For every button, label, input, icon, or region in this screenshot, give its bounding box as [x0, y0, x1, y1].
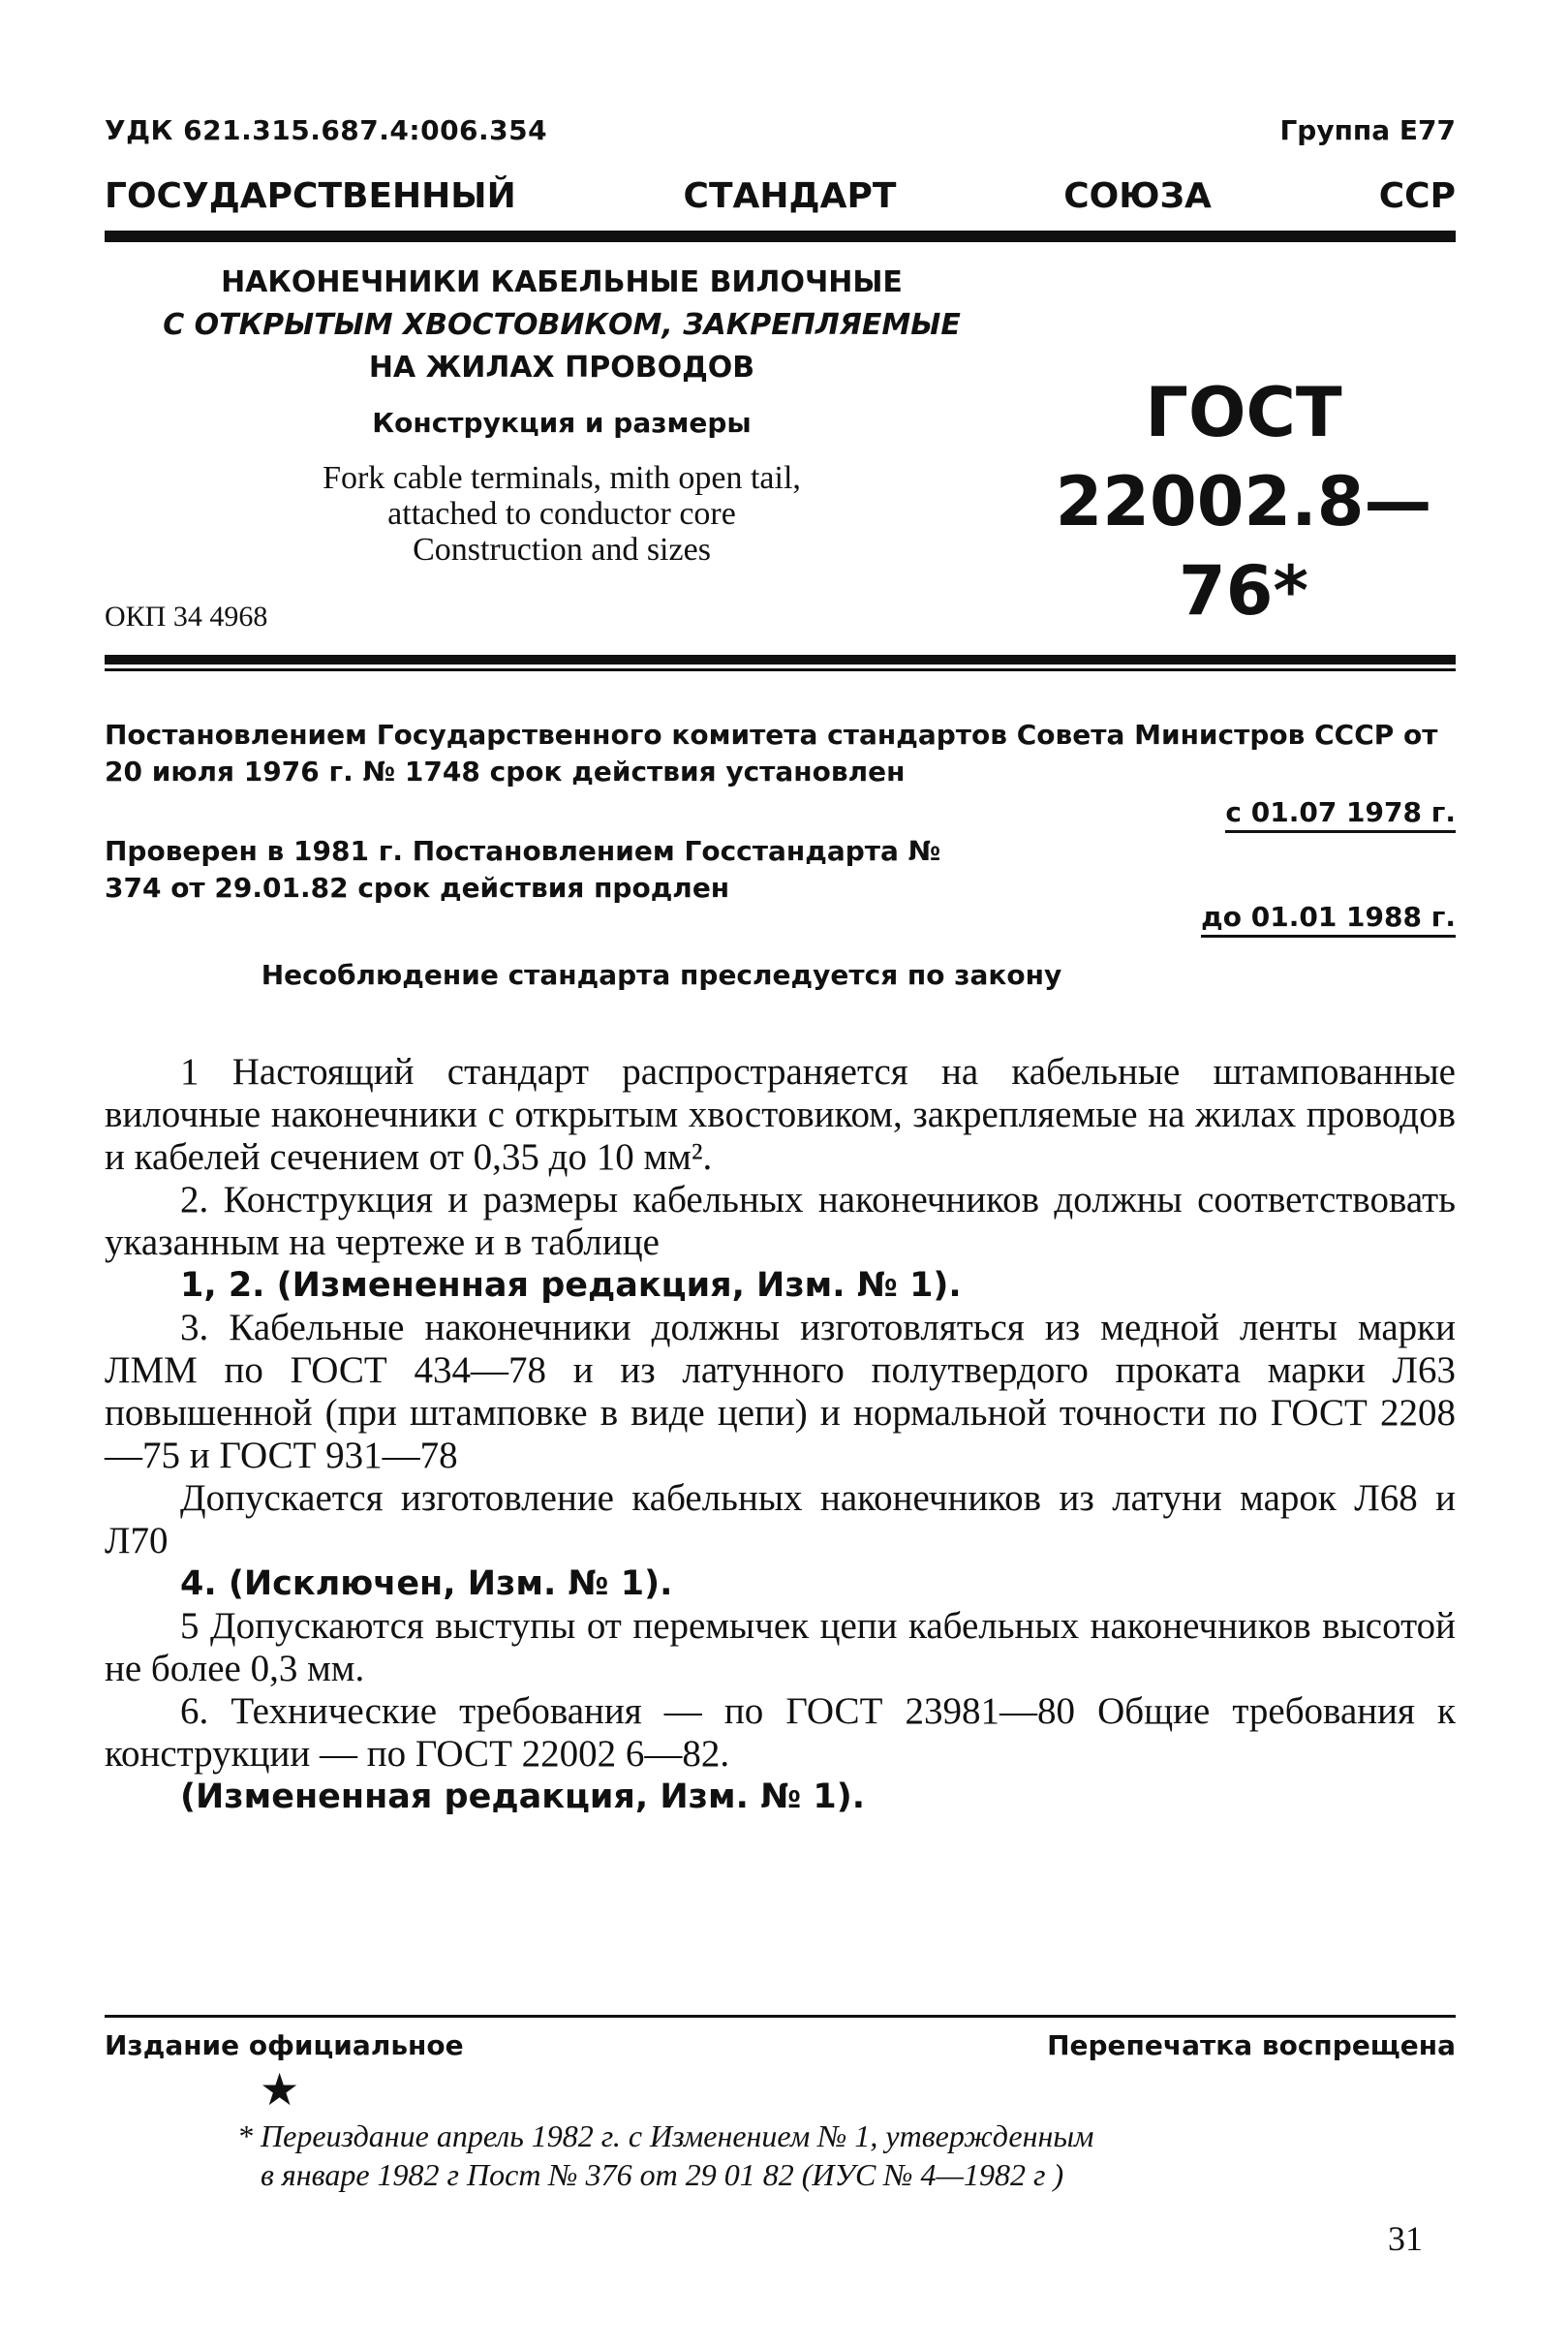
paragraph: 5 Допускаются выступы от перемычек цепи кабельных наконечников высотой не более 0,3 мм. — [105, 1605, 1456, 1689]
footer-divider — [105, 2015, 1456, 2018]
okp-code: ОКП 34 4968 — [105, 601, 268, 633]
star-icon: ★ — [260, 2065, 300, 2115]
paragraph: 2. Конструкция и размеры кабельных наконечников должны соответствовать указанным на чертеже и в таблице — [105, 1179, 1456, 1263]
banner-word: ССР — [1378, 176, 1456, 216]
legal-notice: Несоблюдение стандарта преследуется по закону — [261, 959, 1062, 991]
title-line: С ОТКРЫТЫМ ХВОСТОВИКОМ, ЗАКРЕПЛЯЕМЫЕ — [163, 308, 961, 342]
english-title-line: Construction and sizes — [413, 532, 711, 568]
title-divider — [105, 655, 1456, 665]
gost-label: ГОСТ — [1145, 373, 1342, 452]
banner-word: ГОСУДАРСТВЕННЫЙ — [105, 176, 516, 216]
gost-number: 22002.8—76* — [1055, 462, 1432, 631]
header-divider — [105, 231, 1456, 242]
banner-word: СОЮЗА — [1063, 176, 1212, 216]
title-divider-thin — [105, 668, 1456, 671]
gost-designation — [1035, 368, 1452, 635]
english-title — [126, 460, 998, 568]
revision-note: 4. (Исключен, Изм. № 1). — [180, 1564, 673, 1603]
page-number: 31 — [1388, 2219, 1423, 2258]
paragraph: 1 Настоящий стандарт распространяется на кабельные штампованные вилочные наконечники с открытым хвостовиком, закрепляемые на жилах проводов и кабелей сечением от 0,35 до 10 мм². — [105, 1051, 1456, 1178]
udk-code: УДК 621.315.687.4:006.354 — [105, 114, 548, 146]
paragraph: 3. Кабельные наконечники должны изготовляться из медной ленты марки ЛММ по ГОСТ 434—78 и из латунного полутвердого проката марки Л63 повышенной (при штамповке в виде цепи) и нормальной точности по ГОСТ 2208—75 и ГОСТ 931—78 — [105, 1307, 1456, 1476]
reissue-note — [237, 2117, 1322, 2194]
english-title-line: attached to conductor core — [387, 496, 736, 532]
standard-body — [105, 1051, 1456, 1818]
banner-word: СТАНДАРТ — [683, 176, 897, 216]
revision-note: (Измененная редакция, Изм. № 1). — [180, 1777, 866, 1816]
edition-label: Издание официальное — [105, 2029, 464, 2061]
title-line: НА ЖИЛАХ ПРОВОДОВ — [368, 351, 755, 385]
paragraph: 6. Технические требования — по ГОСТ 23981—80 Общие требования к конструкции — по ГОСТ 22002 6—82. — [105, 1690, 1456, 1775]
effective-date: с 01.07 1978 г. — [1225, 796, 1456, 833]
extended-date: до 01.01 1988 г. — [1201, 901, 1456, 938]
english-title-line: Fork cable terminals, mith open tail, — [323, 460, 801, 496]
group-code: Группа Е77 — [1279, 114, 1456, 146]
subtitle: Конструкция и размеры — [372, 407, 752, 439]
approval-text: Постановлением Государственного комитета стандартов Совета Министров СССР от 20 июля 1976 г. № 1748 срок действия установлен — [105, 719, 1438, 788]
title-line: НАКОНЕЧНИКИ КАБЕЛЬНЫЕ ВИЛОЧНЫЕ — [221, 265, 903, 299]
reissue-note-line: * Переиздание апрель 1982 г. с Изменением № 1, утвержденным — [237, 2118, 1094, 2153]
state-standard-banner — [105, 176, 1456, 216]
title-block — [126, 262, 998, 568]
revision-note: 1, 2. (Измененная редакция, Изм. № 1). — [180, 1266, 962, 1305]
reissue-note-line: в январе 1982 г Пост № 376 от 29 01 82 (ИУС № 4—1982 г ) — [261, 2157, 1064, 2192]
paragraph: Допускается изготовление кабельных наконечников из латуни марок Л68 и Л70 — [105, 1477, 1456, 1561]
reprint-label: Перепечатка воспрещена — [1047, 2029, 1456, 2061]
checked-text: Проверен в 1981 г. Постановлением Госстандарта № 374 от 29.01.82 срок действия продлен — [105, 835, 941, 904]
